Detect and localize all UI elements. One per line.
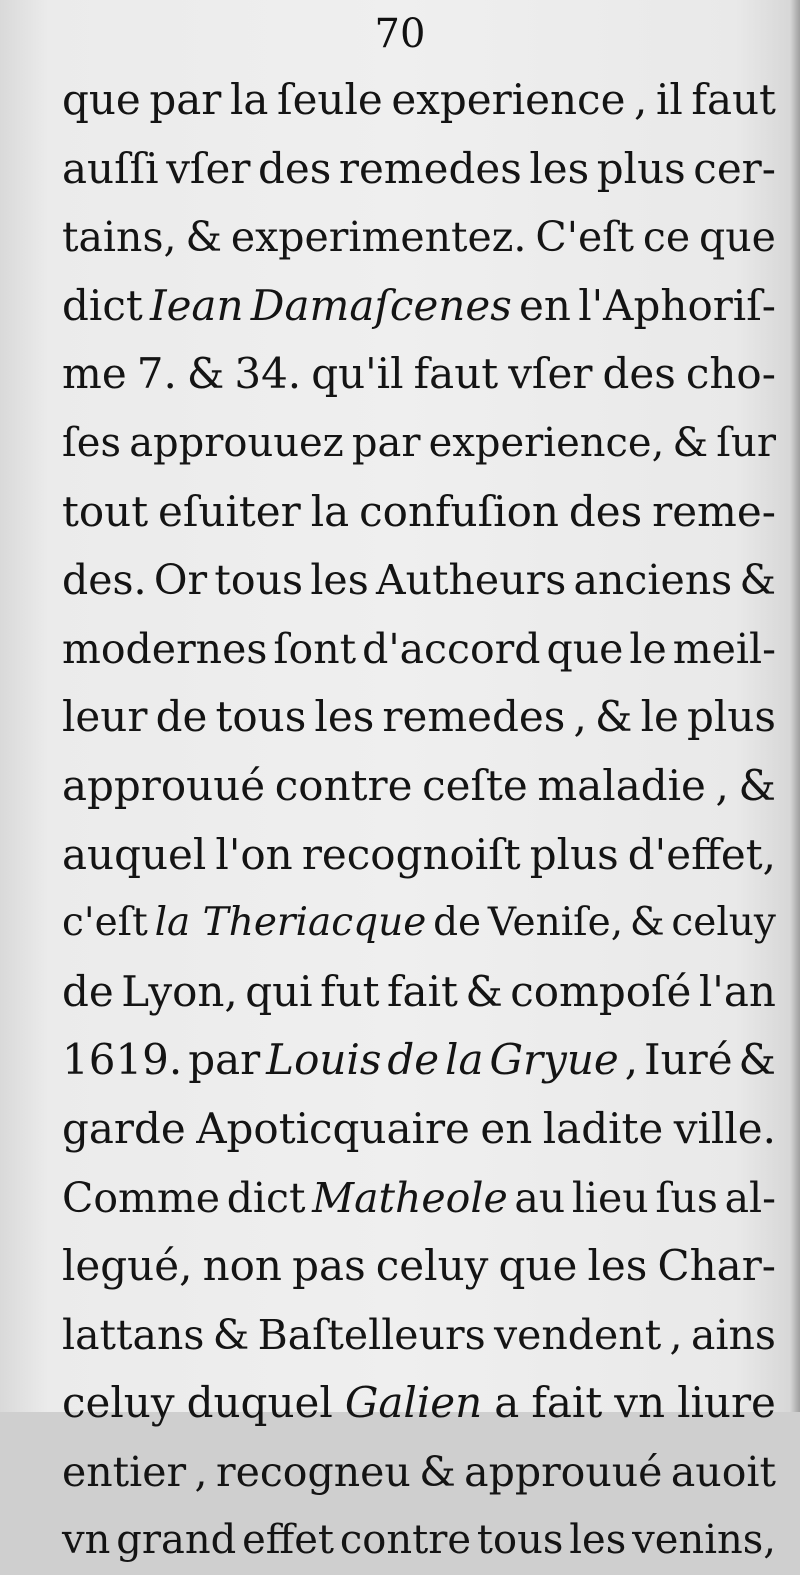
word: & xyxy=(212,1310,250,1359)
word: le xyxy=(629,624,667,673)
word: les xyxy=(310,556,369,605)
word: C'eſt xyxy=(535,213,634,262)
word: remedes xyxy=(382,692,566,742)
word: & xyxy=(672,419,709,466)
word: vſer xyxy=(508,349,593,399)
word: faut xyxy=(691,75,776,124)
italic-word: Gryue xyxy=(489,1035,619,1085)
text-line xyxy=(62,1506,776,1575)
word: la xyxy=(229,75,269,124)
word: que xyxy=(498,1241,578,1291)
word: approuué xyxy=(62,760,266,810)
word: contre xyxy=(339,1517,471,1564)
word: eſuiter xyxy=(158,486,301,536)
italic-word: Damaſcenes xyxy=(250,280,512,330)
word: compoſé xyxy=(510,966,692,1016)
word: ſus xyxy=(655,1173,718,1222)
word: , xyxy=(634,75,648,124)
word: auſſi xyxy=(62,143,159,193)
word: Baſtelleurs xyxy=(257,1310,486,1359)
italic-word: la Theriacque xyxy=(154,900,427,946)
text-line xyxy=(62,340,776,409)
word: plus xyxy=(687,692,776,742)
word: lieu xyxy=(571,1173,649,1222)
word: par xyxy=(351,419,421,466)
word: celuy xyxy=(375,1241,489,1291)
word: & xyxy=(739,556,776,605)
word: plus xyxy=(596,143,686,193)
word: des. xyxy=(62,556,147,605)
word: l'Aphoriſ- xyxy=(578,280,776,330)
word: effet xyxy=(242,1517,334,1564)
word: & xyxy=(419,1447,456,1496)
word: que xyxy=(699,213,776,262)
word: experience xyxy=(391,75,626,124)
word: lattans xyxy=(62,1310,205,1359)
word: celuy xyxy=(671,900,776,946)
word: d'effet, xyxy=(627,829,776,879)
text-line xyxy=(62,1438,776,1507)
word: cho- xyxy=(685,349,776,399)
word: faut xyxy=(413,349,499,399)
word: experience, xyxy=(428,419,665,466)
word: non xyxy=(202,1241,282,1291)
word: fait xyxy=(387,966,458,1016)
word: Veniſe, xyxy=(487,900,624,946)
word: qui xyxy=(245,966,313,1016)
word: , xyxy=(624,1035,639,1085)
italic-word: Louis xyxy=(266,1035,382,1085)
text-line xyxy=(62,66,776,135)
text-line xyxy=(62,615,776,684)
word: tous xyxy=(214,556,304,605)
word: duquel xyxy=(186,1378,333,1428)
italic-word: la xyxy=(445,1035,484,1085)
word: recogneu xyxy=(215,1447,411,1496)
word: maladie xyxy=(537,760,706,810)
word: l'on xyxy=(215,829,293,879)
word: Autheurs xyxy=(376,556,567,605)
word: & xyxy=(185,213,222,262)
word: tout xyxy=(62,486,149,536)
text-line xyxy=(62,958,776,1027)
word: , xyxy=(573,692,587,742)
word: venins, xyxy=(632,1517,776,1564)
word: qu'il xyxy=(311,349,404,399)
italic-word: Galien xyxy=(344,1378,483,1428)
word: celuy xyxy=(62,1378,175,1428)
word: auoit xyxy=(670,1447,776,1496)
word: que xyxy=(62,75,141,124)
word: plus xyxy=(529,829,619,879)
text-line xyxy=(62,1301,776,1370)
word: vſer xyxy=(166,143,251,193)
text-line xyxy=(62,1164,776,1233)
body-text xyxy=(62,66,776,1575)
word: des xyxy=(602,349,676,399)
word: par xyxy=(188,1035,261,1085)
text-line xyxy=(62,683,776,752)
word: meil- xyxy=(672,624,776,673)
word: liure xyxy=(677,1378,776,1428)
word: les xyxy=(587,1241,648,1291)
text-line xyxy=(62,821,776,890)
page-edge-shadow xyxy=(790,0,800,1412)
word: dict xyxy=(226,1173,306,1222)
word: & xyxy=(465,966,503,1016)
word: leur xyxy=(62,692,148,742)
word: Apoticquaire xyxy=(196,1103,470,1153)
italic-word: Matheole xyxy=(312,1173,508,1222)
word: modernes xyxy=(62,624,268,673)
word: c'eſt xyxy=(62,900,148,946)
word: & xyxy=(738,760,776,810)
text-line xyxy=(62,1232,776,1301)
word: les xyxy=(569,1517,627,1564)
word: & xyxy=(186,349,225,399)
word: me xyxy=(62,349,127,399)
italic-word: Iean xyxy=(149,280,244,330)
word: , xyxy=(669,1310,683,1359)
word: fut xyxy=(320,966,380,1016)
word: les xyxy=(314,692,375,742)
word: 7. xyxy=(136,349,177,399)
word: en xyxy=(480,1103,533,1153)
word: & xyxy=(738,1035,776,1085)
word: ſeule xyxy=(277,75,383,124)
word: al- xyxy=(724,1173,776,1222)
word: ceſte xyxy=(422,760,528,810)
word: ſur xyxy=(716,419,776,466)
word: il xyxy=(655,75,683,124)
word: & xyxy=(629,900,665,946)
word: 34. xyxy=(234,349,302,399)
word: que xyxy=(546,624,624,673)
word: Lyon, xyxy=(121,966,238,1016)
word: Iuré xyxy=(644,1035,733,1085)
word: ladite xyxy=(542,1103,664,1153)
word: tous xyxy=(476,1517,564,1564)
word: la xyxy=(310,486,350,536)
word: de xyxy=(155,692,208,742)
word: le xyxy=(640,692,679,742)
word: contre xyxy=(274,760,413,810)
word: approuuez xyxy=(129,419,344,466)
word: tous xyxy=(215,692,307,742)
word: tains, xyxy=(62,213,177,262)
text-line xyxy=(62,1026,776,1095)
word: par xyxy=(149,75,222,124)
word: des xyxy=(568,486,643,536)
word: de xyxy=(433,900,482,946)
page-number: 70 xyxy=(374,11,426,57)
word: d'accord xyxy=(362,624,541,673)
word: remedes xyxy=(338,143,522,193)
word: vendent xyxy=(493,1310,662,1359)
word: garde xyxy=(62,1103,186,1153)
word: Comme xyxy=(62,1173,221,1222)
word: auquel xyxy=(62,829,207,879)
word: ville. xyxy=(673,1103,776,1153)
word: ce xyxy=(642,213,691,262)
word: grand xyxy=(116,1517,237,1564)
word: , xyxy=(194,1447,208,1496)
italic-word: de xyxy=(387,1035,440,1085)
word: vn xyxy=(62,1517,111,1564)
word: des xyxy=(258,143,332,193)
word: Char- xyxy=(657,1241,776,1291)
text-line xyxy=(62,546,776,615)
text-line xyxy=(62,889,776,958)
word: 1619. xyxy=(62,1035,183,1085)
word: au xyxy=(514,1173,566,1222)
text-line xyxy=(62,135,776,204)
word: en xyxy=(519,280,571,330)
text-line xyxy=(62,203,776,272)
word: , xyxy=(715,760,729,810)
word: pas xyxy=(292,1241,366,1291)
text-line xyxy=(62,1095,776,1164)
word: ſes xyxy=(62,419,122,466)
word: confuſion xyxy=(359,486,559,536)
word: vn xyxy=(614,1378,666,1428)
text-line xyxy=(62,752,776,821)
word: reme- xyxy=(652,486,776,536)
word: les xyxy=(529,143,590,193)
text-line xyxy=(62,478,776,547)
text-line xyxy=(62,1369,776,1438)
word: anciens xyxy=(573,556,733,605)
word: Or xyxy=(153,556,208,605)
word: & xyxy=(595,692,633,742)
word: ains xyxy=(690,1310,776,1359)
word: experimentez. xyxy=(230,213,527,262)
word: recognoiſt xyxy=(301,829,521,879)
word: cer- xyxy=(693,143,776,193)
word: ſont xyxy=(273,624,357,673)
word: legué, xyxy=(62,1241,193,1291)
word: l'an xyxy=(698,966,776,1016)
text-line xyxy=(62,272,776,341)
word: approuué xyxy=(464,1447,663,1496)
text-line xyxy=(62,409,776,478)
word: de xyxy=(62,966,114,1016)
word: dict xyxy=(62,280,143,330)
word: entier xyxy=(62,1447,187,1496)
word: fait xyxy=(531,1378,603,1428)
word: a xyxy=(494,1378,520,1428)
